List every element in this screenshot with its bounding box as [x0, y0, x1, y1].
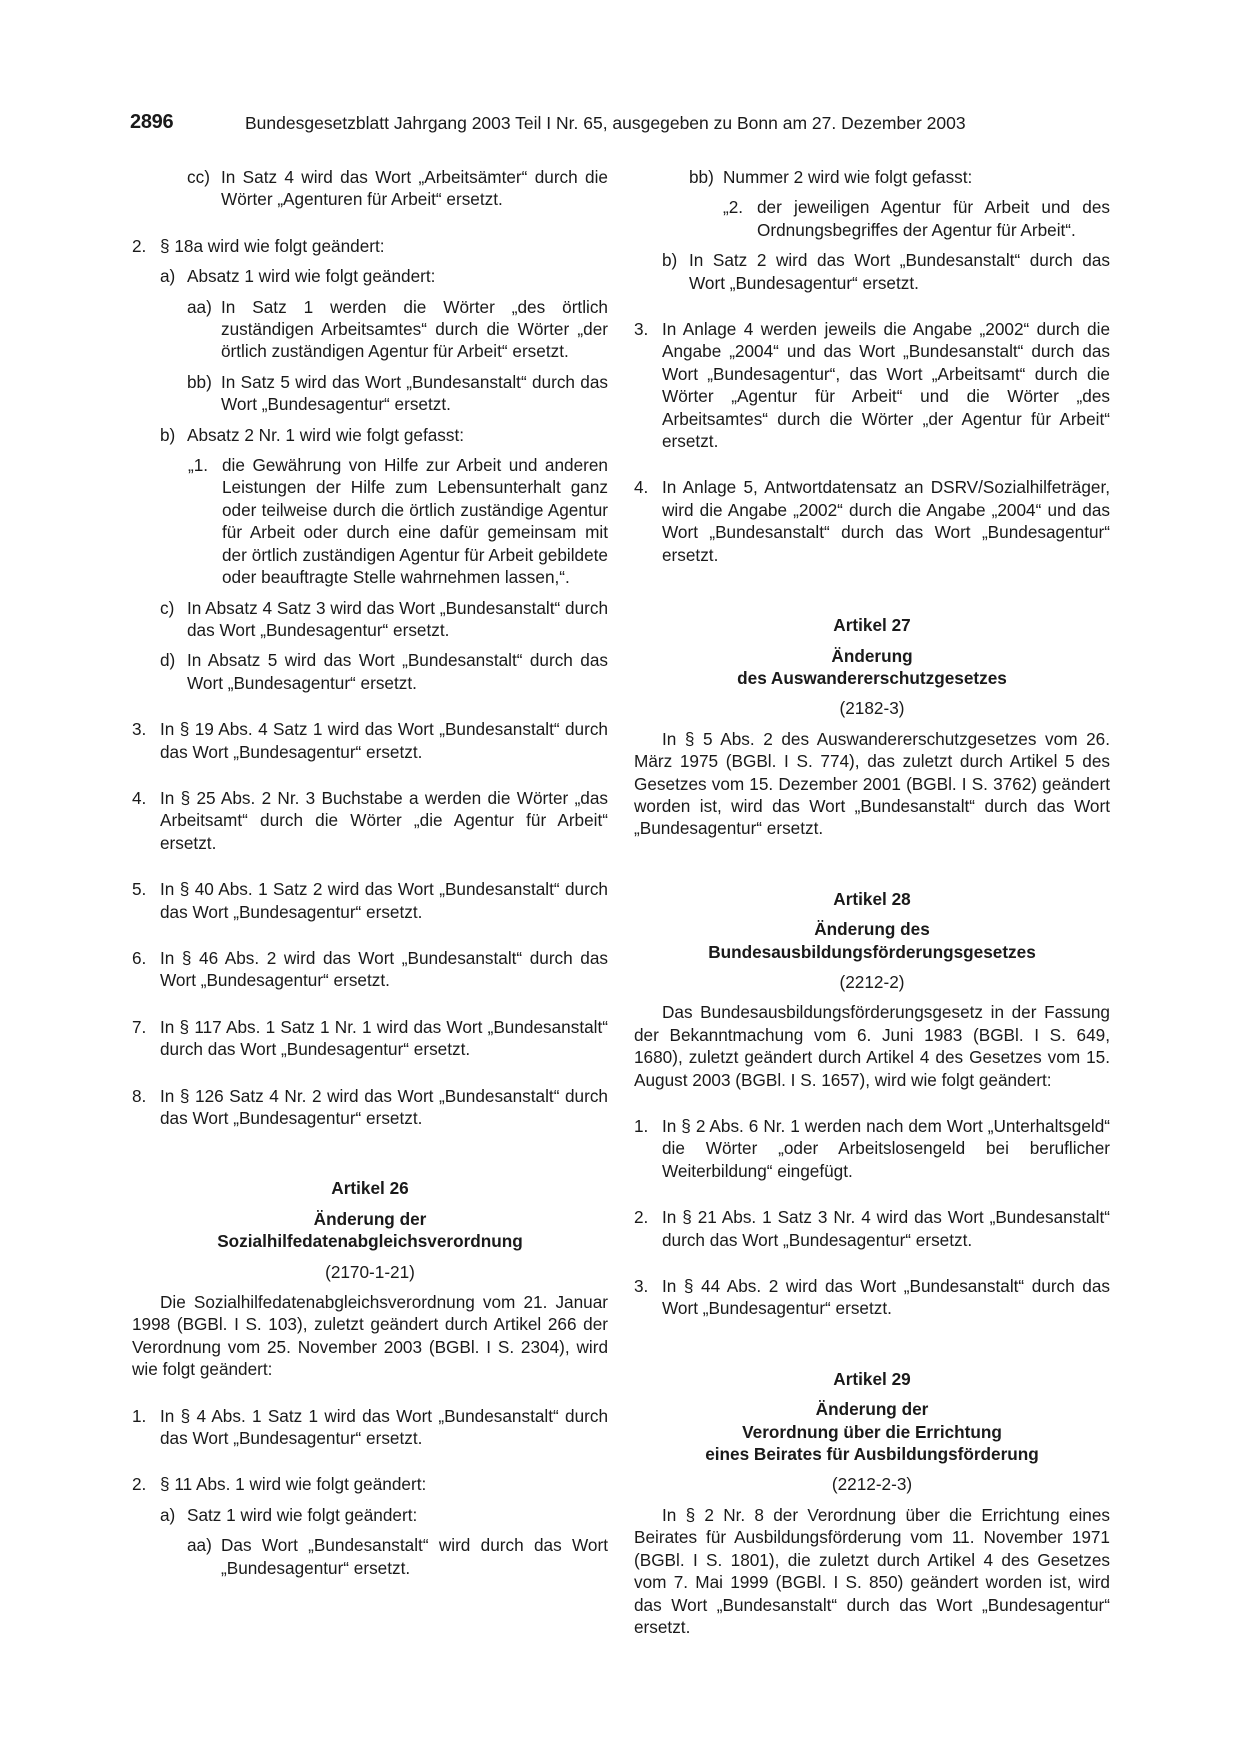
item-text: In Absatz 5 wird das Wort „Bundesanstalt“ durch das Wort „Bundesagentur“ ersetzt.	[187, 650, 608, 693]
list-item	[634, 1206, 1110, 1251]
article-title-line: Änderung des	[814, 919, 930, 940]
list-item	[132, 718, 608, 763]
item-marker: 8.	[132, 1085, 147, 1106]
list-item	[132, 947, 608, 992]
item-text: In § 4 Abs. 1 Satz 1 wird das Wort „Bundesanstalt“ durch das Wort „Bundesagentur“ ersetzt.	[160, 1405, 608, 1449]
item-marker: 2.	[132, 1474, 147, 1495]
item-text: Absatz 1 wird wie folgt geändert:	[187, 266, 436, 287]
item-marker: a)	[160, 266, 176, 287]
article-title	[132, 1208, 608, 1253]
item-marker: 3.	[132, 719, 147, 740]
list-item	[132, 265, 608, 287]
item-marker: „1.	[188, 455, 209, 476]
list-item	[132, 1504, 608, 1526]
item-text: In § 46 Abs. 2 wird das Wort „Bundesanstalt“ durch das Wort „Bundesagentur“ ersetzt.	[160, 947, 608, 991]
article-paragraph: In § 5 Abs. 2 des Auswandererschutzgesetzes vom 26. März 1975 (BGBl. I S. 774), das zuletzt durch Artikel 5 des Gesetzes vom 15. Dezember 2001 (BGBl. I S. 3762) geändert worden ist, wird das Wort „Bundesanstalt“ durch das Wort „Bundesagentur“ ersetzt.	[634, 728, 1110, 839]
item-marker: 3.	[634, 319, 649, 340]
item-marker: 1.	[132, 1405, 147, 1426]
list-item	[132, 1405, 608, 1450]
article-title	[634, 1398, 1110, 1465]
list-item	[634, 1275, 1110, 1320]
list-item	[634, 166, 1110, 188]
left-column	[132, 166, 608, 1579]
list-item	[132, 296, 608, 363]
item-marker: 2.	[132, 235, 147, 256]
article-heading: Artikel 28	[833, 888, 911, 909]
item-text: die Gewährung von Hilfe zur Arbeit und anderen Leistungen der Hilfe zum Lebensunterhalt ganz oder teilweise durch die örtlich zuständige Agentur für Arbeit oder durch eine dafür gemeinsam mit der örtlich zuständigen Agentur für Arbeit gebildete oder beauftragte Stelle wahrnehmen lassen,“.	[222, 455, 608, 588]
item-text: In Anlage 5, Antwortdatensatz an DSRV/Sozialhilfeträger, wird die Angabe „2002“ durch die Angabe „2004“ und das Wort „Bundesanstalt“ durch das Wort „Bundesagentur“ ersetzt.	[662, 477, 1110, 565]
article-title-line: Änderung der	[313, 1208, 427, 1229]
list-item	[132, 1534, 608, 1579]
item-text: § 11 Abs. 1 wird wie folgt geändert:	[160, 1474, 427, 1495]
item-marker: 5.	[132, 879, 147, 900]
list-item	[132, 878, 608, 923]
list-item	[132, 1016, 608, 1061]
quoted-item	[132, 454, 608, 588]
fna-number: (2212-2)	[839, 971, 905, 992]
item-text: Satz 1 wird wie folgt geändert:	[187, 1504, 418, 1525]
item-text: In Absatz 4 Satz 3 wird das Wort „Bundesanstalt“ durch das Wort „Bundesagentur“ ersetzt.	[187, 597, 608, 640]
item-text: In § 21 Abs. 1 Satz 3 Nr. 4 wird das Wort „Bundesanstalt“ durch das Wort „Bundesagentur“ ersetzt.	[662, 1207, 1110, 1250]
item-text: In § 126 Satz 4 Nr. 2 wird das Wort „Bundesanstalt“ durch das Wort „Bundesagentur“ ersetzt.	[160, 1085, 608, 1128]
article-title-line: eines Beirates für Ausbildungsförderung	[705, 1444, 1039, 1465]
item-text: In Satz 4 wird das Wort „Arbeitsämter“ durch die Wörter „Agenturen für Arbeit“ ersetzt.	[221, 167, 608, 210]
item-marker: 2.	[634, 1207, 649, 1228]
item-text: In § 117 Abs. 1 Satz 1 Nr. 1 wird das Wort „Bundesanstalt“ durch das Wort „Bundesagentur“ ersetzt.	[160, 1016, 608, 1060]
item-text: In Satz 5 wird das Wort „Bundesanstalt“ durch das Wort „Bundesagentur“ ersetzt.	[221, 371, 608, 415]
item-marker: a)	[160, 1504, 176, 1525]
item-marker: aa)	[187, 296, 212, 317]
list-item	[132, 787, 608, 854]
quoted-item	[634, 196, 1110, 241]
list-item	[132, 235, 608, 257]
item-marker: 6.	[132, 947, 147, 968]
item-text: In § 2 Abs. 6 Nr. 1 werden nach dem Wort „Unterhaltsgeld“ die Wörter „oder Arbeitslosengeld bei beruflicher Weiterbildung“ eingefügt.	[662, 1116, 1110, 1181]
list-item	[132, 649, 608, 694]
list-item	[132, 166, 608, 211]
article-paragraph: Die Sozialhilfedatenabgleichsverordnung vom 21. Januar 1998 (BGBl. I S. 103), zuletzt geändert durch Artikel 266 der Verordnung vom 25. November 2003 (BGBl. I S. 2304), wird wie folgt geändert:	[132, 1292, 608, 1380]
item-marker: d)	[160, 650, 176, 671]
article-heading: Artikel 29	[833, 1368, 911, 1389]
item-text: Das Wort „Bundesanstalt“ wird durch das Wort „Bundesagentur“ ersetzt.	[221, 1535, 608, 1578]
item-text: In § 44 Abs. 2 wird das Wort „Bundesanstalt“ durch das Wort „Bundesagentur“ ersetzt.	[662, 1276, 1110, 1319]
page-number: 2896	[130, 111, 174, 133]
article-title-line: des Auswandererschutzgesetzes	[737, 667, 1007, 688]
list-item	[132, 371, 608, 416]
item-marker: bb)	[689, 167, 714, 187]
article-title-line: Verordnung über die Errichtung	[742, 1421, 1002, 1442]
item-text: Nummer 2 wird wie folgt gefasst:	[723, 167, 973, 187]
item-marker: 3.	[634, 1276, 649, 1297]
article-title	[634, 918, 1110, 963]
list-item	[634, 318, 1110, 452]
item-text: In Anlage 4 werden jeweils die Angabe „2002“ durch die Angabe „2004“ und das Wort „Bundesanstalt“ durch das Wort „Bundesagentur“, das Wort „Arbeitsamt“ durch die Wörter „Agentur für Arbeit“ und die Wörter „des Arbeitsamtes“ durch die Wörter „der Agentur für Arbeit“ ersetzt.	[662, 319, 1110, 452]
article-title-line: Änderung	[831, 645, 913, 666]
article-title-line: Änderung der	[815, 1399, 929, 1420]
list-item	[634, 1115, 1110, 1182]
item-marker: 7.	[132, 1016, 147, 1037]
fna-number: (2212-2-3)	[831, 1474, 913, 1495]
item-marker: 1.	[634, 1116, 649, 1136]
list-item	[132, 1085, 608, 1130]
list-item	[634, 249, 1110, 294]
item-marker: b)	[662, 250, 678, 271]
item-text: In § 19 Abs. 4 Satz 1 wird das Wort „Bundesanstalt“ durch das Wort „Bundesagentur“ ersetzt.	[160, 719, 608, 762]
fna-number: (2170-1-21)	[325, 1261, 415, 1282]
article-paragraph: In § 2 Nr. 8 der Verordnung über die Errichtung eines Beirates für Ausbildungsförderung vom 11. November 1971 (BGBl. I S. 1801), die zuletzt durch Artikel 4 des Gesetzes vom 7. Mai 1999 (BGBl. I S. 850) geändert worden ist, wird das Wort „Bundesanstalt“ durch das Wort „Bundesagentur“ ersetzt.	[634, 1504, 1110, 1637]
article-title	[634, 645, 1110, 690]
item-marker: „2.	[723, 197, 744, 218]
item-text: In Satz 1 werden die Wörter „des örtlich zuständigen Arbeitsamtes“ durch die Wörter „der örtlich zuständigen Agentur für Arbeit“ ersetzt.	[221, 296, 608, 362]
item-marker: aa)	[187, 1535, 212, 1556]
article-heading: Artikel 27	[833, 615, 911, 636]
item-text: Absatz 2 Nr. 1 wird wie folgt gefasst:	[187, 424, 465, 445]
article-heading: Artikel 26	[331, 1178, 409, 1199]
item-marker: cc)	[187, 167, 210, 187]
item-text: § 18a wird wie folgt geändert:	[160, 235, 385, 256]
list-item	[132, 424, 608, 446]
article-title-line: Sozialhilfedatenabgleichsverordnung	[217, 1231, 523, 1252]
item-marker: bb)	[187, 371, 212, 392]
list-item	[132, 1473, 608, 1495]
item-marker: 4.	[634, 477, 649, 498]
item-text: In § 25 Abs. 2 Nr. 3 Buchstabe a werden die Wörter „das Arbeitsamt“ durch die Wörter „die Agentur für Arbeit“ ersetzt.	[160, 787, 608, 853]
page-header	[130, 111, 1114, 137]
fna-number: (2182-3)	[839, 698, 905, 719]
article-paragraph: Das Bundesausbildungsförderungsgesetz in der Fassung der Bekanntmachung vom 6. Juni 1983 (BGBl. I S. 649, 1680), zuletzt geändert durch Artikel 4 des Gesetzes vom 15. August 2003 (BGBl. I S. 1657), wird wie folgt geändert:	[634, 1002, 1110, 1090]
item-text: In Satz 2 wird das Wort „Bundesanstalt“ durch das Wort „Bundesagentur“ ersetzt.	[689, 250, 1110, 293]
item-marker: 4.	[132, 787, 147, 808]
running-title: Bundesgesetzblatt Jahrgang 2003 Teil I Nr. 65, ausgegeben zu Bonn am 27. Dezember 2003	[245, 113, 966, 133]
list-item	[132, 597, 608, 642]
item-text: In § 40 Abs. 1 Satz 2 wird das Wort „Bundesanstalt“ durch das Wort „Bundesagentur“ ersetzt.	[160, 879, 608, 922]
list-item	[634, 476, 1110, 566]
item-text: der jeweiligen Agentur für Arbeit und des Ordnungsbegriffes der Agentur für Arbeit“.	[757, 197, 1110, 240]
item-marker: b)	[160, 424, 176, 445]
right-column	[634, 166, 1110, 1638]
item-marker: c)	[160, 597, 175, 618]
article-title-line: Bundesausbildungsförderungsgesetzes	[708, 941, 1036, 962]
